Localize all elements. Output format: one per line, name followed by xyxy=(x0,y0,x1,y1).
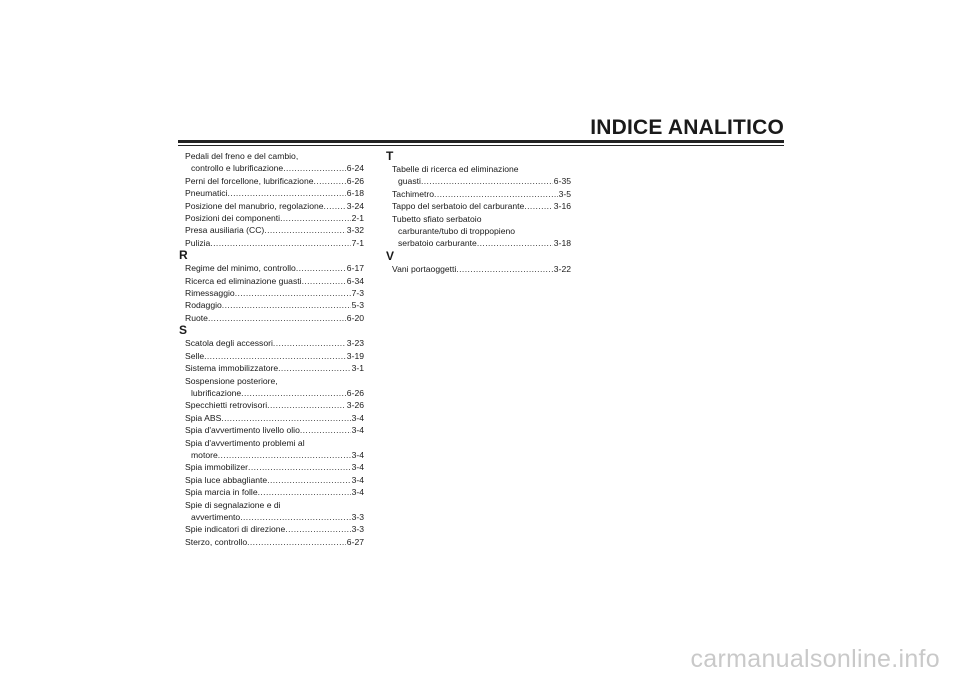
index-entry xyxy=(185,486,364,498)
index-entry xyxy=(185,461,364,473)
index-entry-page: 6-24 xyxy=(346,163,364,174)
dot-leader xyxy=(296,262,346,274)
index-entry-page: 3-4 xyxy=(351,474,364,485)
index-entry-label: Spie indicatori di direzione xyxy=(185,524,286,535)
dot-leader xyxy=(221,412,350,424)
index-entry-label: controllo e lubrificazione xyxy=(191,163,284,174)
index-entry-label: lubrificazione xyxy=(191,387,242,398)
index-entry xyxy=(185,275,364,287)
index-entry-label: Perni del forcellone, lubrificazione xyxy=(185,175,314,186)
dot-leader xyxy=(324,200,346,212)
dot-leader xyxy=(524,200,552,212)
index-entry-heading: carburante/tubo di troppopieno xyxy=(398,226,516,237)
index-entry-page: 3-32 xyxy=(346,225,364,236)
dot-leader xyxy=(208,312,346,324)
index-entry-page: 7-3 xyxy=(351,288,364,299)
index-entry xyxy=(185,237,364,249)
index-entry-label: serbatoio carburante xyxy=(398,238,477,249)
index-entry-page: 3-5 xyxy=(558,188,571,199)
index-entry-page: 6-26 xyxy=(346,387,364,398)
index-entry xyxy=(392,188,571,200)
index-entry-label: motore xyxy=(191,449,218,460)
index-entry xyxy=(185,337,364,349)
index-entry xyxy=(185,187,364,199)
dot-leader xyxy=(477,237,553,249)
dot-leader xyxy=(204,350,346,362)
index-entry-label: Sistema immobilizzatore xyxy=(185,363,279,374)
index-entry xyxy=(185,362,364,374)
index-entry xyxy=(185,424,364,436)
index-entry-label: Sterzo, controllo xyxy=(185,536,248,547)
index-section-letter: T xyxy=(386,149,394,163)
index-entry xyxy=(392,237,571,249)
index-entry-label: Posizione del manubrio, regolazione xyxy=(185,200,324,211)
index-entry-page: 3-4 xyxy=(351,449,364,460)
dot-leader xyxy=(258,486,351,498)
index-column-left xyxy=(179,150,364,548)
dot-leader xyxy=(314,175,346,187)
index-entry xyxy=(392,175,571,187)
index-entry-label: guasti xyxy=(398,176,421,187)
index-column-right xyxy=(386,149,571,275)
index-entry xyxy=(185,449,364,461)
index-entry xyxy=(185,175,364,187)
index-entry xyxy=(185,536,364,548)
index-entry-page: 6-26 xyxy=(346,175,364,186)
index-entry-page: 6-18 xyxy=(346,188,364,199)
index-entry xyxy=(185,511,364,523)
index-entry-page: 3-4 xyxy=(351,412,364,423)
index-entry-label: avvertimento xyxy=(191,511,241,522)
dot-leader xyxy=(456,263,552,275)
index-entry xyxy=(185,287,364,299)
index-entry xyxy=(185,299,364,311)
dot-leader xyxy=(267,399,346,411)
index-entry-page: 6-35 xyxy=(553,176,571,187)
dot-leader xyxy=(241,387,346,399)
dot-leader xyxy=(210,237,350,249)
index-entry-label: Pneumatici xyxy=(185,188,228,199)
index-entry xyxy=(185,474,364,486)
index-entry-label: Pulizia xyxy=(185,237,211,248)
index-entry-page: 3-4 xyxy=(351,462,364,473)
dot-leader xyxy=(273,337,346,349)
index-entry-label: Vani portaoggetti xyxy=(392,263,457,274)
header-rule-thin xyxy=(178,145,784,146)
index-entry-page: 3-22 xyxy=(553,263,571,274)
index-entry-page: 6-20 xyxy=(346,312,364,323)
index-entry-label: Spia marcia in folle xyxy=(185,487,258,498)
index-entry xyxy=(185,312,364,324)
index-entry xyxy=(185,224,364,236)
dot-leader xyxy=(285,523,350,535)
dot-leader xyxy=(300,424,351,436)
index-entry-page: 6-27 xyxy=(346,536,364,547)
index-entry-label: Ricerca ed eliminazione guasti xyxy=(185,275,302,286)
index-entry-label: Spia luce abbagliante xyxy=(185,474,268,485)
index-entry-label: Rimessaggio xyxy=(185,288,235,299)
dot-leader xyxy=(280,212,351,224)
dot-leader xyxy=(267,474,350,486)
index-entry xyxy=(185,350,364,362)
index-entry xyxy=(392,200,571,212)
index-entry xyxy=(185,262,364,274)
index-entry-page: 3-16 xyxy=(553,201,571,212)
dot-leader xyxy=(222,299,351,311)
page-title: INDICE ANALITICO xyxy=(590,116,784,139)
index-entry-page: 7-1 xyxy=(351,237,364,248)
index-entry-label: Spia immobilizer xyxy=(185,462,249,473)
dot-leader xyxy=(264,224,346,236)
index-entry-heading: Spie di segnalazione e di xyxy=(185,499,281,510)
dot-leader xyxy=(240,511,350,523)
index-entry-heading: Spia d'avvertimento problemi al xyxy=(185,437,305,448)
index-entry-page: 3-18 xyxy=(553,238,571,249)
index-entry-page: 3-3 xyxy=(351,524,364,535)
index-entry-label: Spia ABS xyxy=(185,412,222,423)
index-entry xyxy=(185,387,364,399)
index-entry-page: 6-34 xyxy=(346,275,364,286)
index-entry-page: 3-4 xyxy=(351,487,364,498)
index-entry xyxy=(185,412,364,424)
index-entry xyxy=(185,399,364,411)
index-entry-heading: Tubetto sfiato serbatoio xyxy=(392,213,482,224)
index-entry xyxy=(392,263,571,275)
dot-leader xyxy=(434,188,558,200)
dot-leader xyxy=(421,175,553,187)
index-entry-label: Selle xyxy=(185,350,205,361)
index-entry-label: Specchietti retrovisori xyxy=(185,400,268,411)
dot-leader xyxy=(235,287,351,299)
index-entry-label: Regime del minimo, controllo xyxy=(185,263,296,274)
index-entry-page: 3-4 xyxy=(351,425,364,436)
dot-leader xyxy=(248,461,351,473)
index-section-letter: R xyxy=(179,248,188,263)
dot-leader xyxy=(278,362,350,374)
index-entry-page: 6-17 xyxy=(346,263,364,274)
index-entry-page: 3-26 xyxy=(346,400,364,411)
dot-leader xyxy=(247,536,346,548)
index-entry-page: 3-24 xyxy=(346,200,364,211)
index-entry-heading: Sospensione posteriore, xyxy=(185,375,278,386)
index-entry-label: Ruote xyxy=(185,312,208,323)
index-entry-label: Presa ausiliaria (CC) xyxy=(185,225,265,236)
index-section-letter: V xyxy=(386,248,395,263)
watermark[interactable]: carmanualsonline.info xyxy=(690,645,940,673)
dot-leader xyxy=(302,275,346,287)
index-entry-page: 3-19 xyxy=(346,350,364,361)
index-entry-page: 3-23 xyxy=(346,338,364,349)
index-entry xyxy=(185,212,364,224)
index-entry-label: Posizioni dei componenti xyxy=(185,213,281,224)
index-section-letter: S xyxy=(179,323,188,338)
index-entry xyxy=(185,162,364,174)
index-entry-page: 3-3 xyxy=(351,511,364,522)
dot-leader xyxy=(218,449,351,461)
index-entry xyxy=(185,523,364,535)
dot-leader xyxy=(283,162,346,174)
index-entry-label: Tachimetro xyxy=(392,188,435,199)
header-rule-thick xyxy=(178,140,784,143)
index-entry-page: 3-1 xyxy=(351,363,364,374)
index-entry-label: Spia d'avvertimento livello olio xyxy=(185,425,300,436)
index-entry-heading: Tabelle di ricerca ed eliminazione xyxy=(392,164,519,174)
index-entry xyxy=(185,200,364,212)
index-entry-heading: Pedali del freno e del cambio, xyxy=(185,151,299,161)
index-entry-label: Tappo del serbatoio del carburante xyxy=(392,201,525,212)
index-entry-label: Rodaggio xyxy=(185,300,222,311)
index-entry-page: 5-3 xyxy=(351,300,364,311)
index-entry-page: 2-1 xyxy=(351,213,364,224)
dot-leader xyxy=(228,187,346,199)
index-entry-label: Scatola degli accessori xyxy=(185,338,273,349)
